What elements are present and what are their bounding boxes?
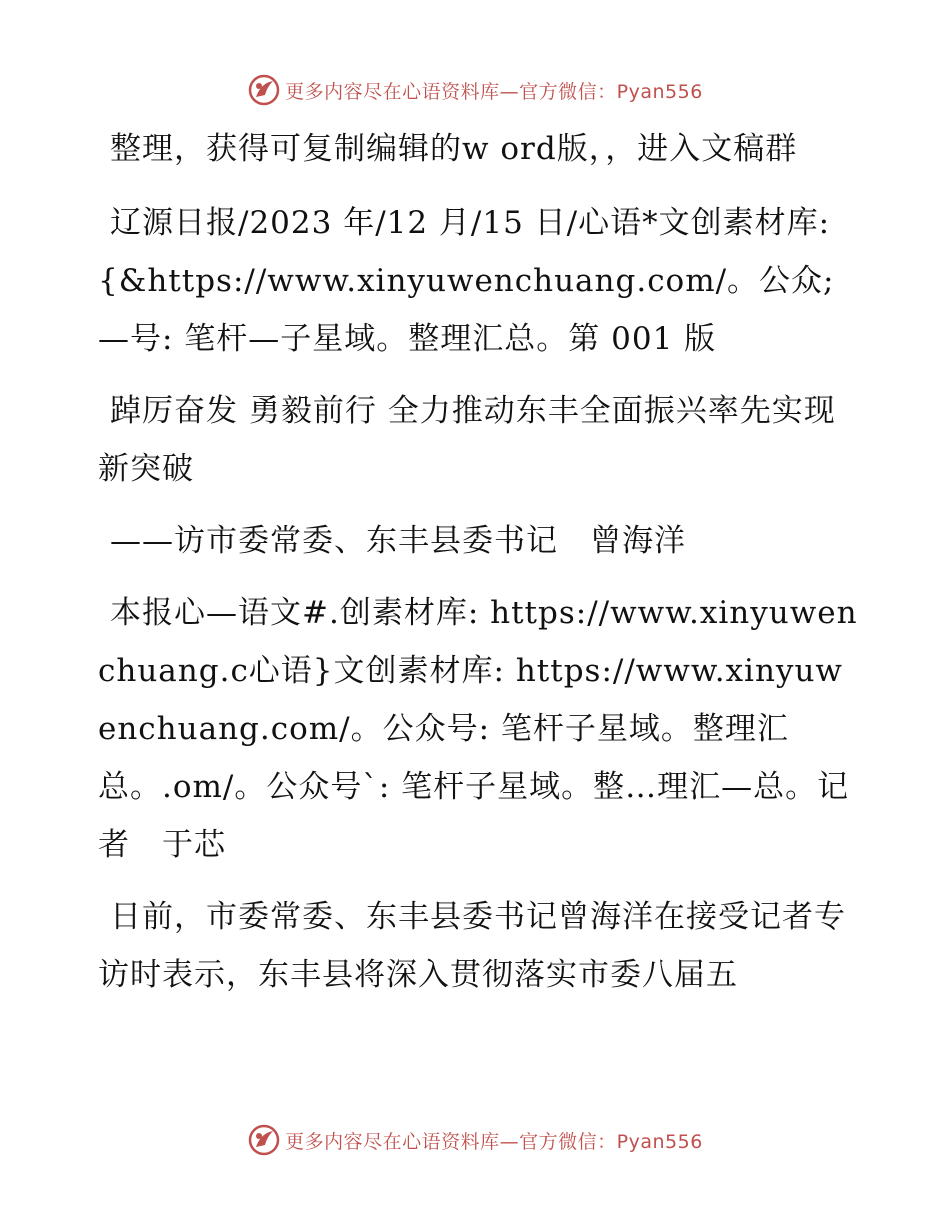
document-body <box>98 120 858 1018</box>
paragraph-source-line: 辽源日报/2023 年/12 月/15 日/心语*文创素材库: {&https://www.xinyuwenchuang.com/。公众;—号: 笔杆—子星域。整理汇总。第 001 版 <box>98 205 835 357</box>
brand-logo-icon <box>247 1123 281 1157</box>
banner-slogan: 更多内容尽在心语资料库—官方微信： <box>285 1130 617 1153</box>
footer-watermark-banner <box>0 1120 950 1160</box>
brand-logo-icon <box>247 73 281 107</box>
paragraph-body: 日前，市委常委、东丰县委书记曾海洋在接受记者专访时表示，东丰县将深入贯彻落实市委八届五 <box>98 899 846 993</box>
header-watermark-banner <box>0 70 950 110</box>
banner-wechat-id: Pyan556 <box>616 80 703 103</box>
banner-text <box>285 77 703 104</box>
article-subheadline: ——访市委常委、东丰县委书记 曾海洋 <box>110 523 686 559</box>
paragraph-intro: 整理，获得可复制编辑的w ord版，，进入文稿群 <box>110 131 798 167</box>
paragraph-byline: 本报心—语文#.创素材库: https://www.xinyuwenchuang.c心语}文创素材库: https://www.xinyuwenchuang.com/。公众号: 笔杆子星域。整理汇总。.om/。公众号`: 笔杆子星域。整…理汇—总。记者 于芯 <box>98 595 858 863</box>
article-headline: 踔厉奋发 勇毅前行 全力推动东丰全面振兴率先实现新突破 <box>98 393 836 487</box>
banner-wechat-id: Pyan556 <box>616 1130 703 1153</box>
banner-slogan: 更多内容尽在心语资料库—官方微信： <box>285 80 617 103</box>
banner-text <box>285 1127 703 1154</box>
